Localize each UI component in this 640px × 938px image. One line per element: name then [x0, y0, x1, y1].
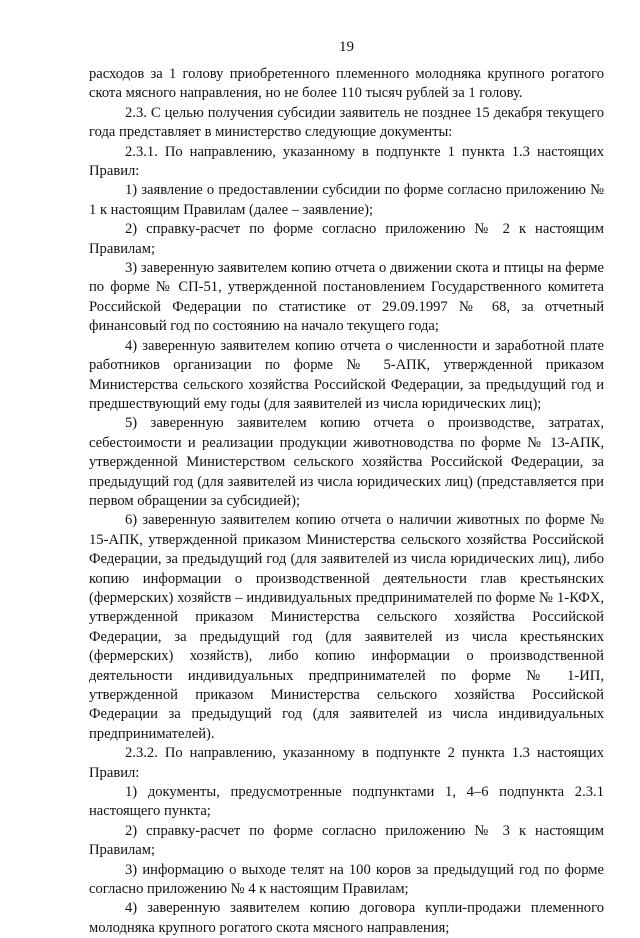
paragraph-p-2-3-1-item-1: 1) заявление о предоставлении субсидии по форме согласно приложению № 1 к настоящим Правилам (далее – заявление);	[89, 182, 604, 218]
page-number: 19	[339, 39, 354, 55]
paragraph-p-2-3-1-item-6: 6) заверенную заявителем копию отчета о наличии животных по форме № 15-АПК, утвержденной приказом Министерства сельского хозяйства Российской Федерации, за предыдущий год (для заявителей из числа юридических лиц), либо копию информации о производственной деятельности глав крестьянских (фермерских) хозяйств – индивидуальных предпринимателей по форме № 1-КФХ, утвержденной приказом Министерства сельского хозяйства Российской Федерации, за предыдущий год (для заявителей из числа крестьянских (фермерских) хозяйств), либо копию информации о производственной деятельности индивидуальных предпринимателей по форме № 1-ИП, утвержденной приказом Министерства сельского хозяйства Российской Федерации за предыдущий год (для заявителей из числа индивидуальных предпринимателей).	[89, 512, 604, 742]
paragraph-p-2-3: 2.3. С целью получения субсидии заявитель не позднее 15 декабря текущего года представляет в министерство следующие документы:	[89, 104, 604, 141]
document-body	[89, 65, 604, 938]
paragraph-p-2-3-2-item-4: 4) заверенную заявителем копию договора купли-продажи племенного молодняка крупного рогатого скота мясного направления;	[89, 900, 604, 936]
paragraph-p-2-3-2-item-1: 1) документы, предусмотренные подпунктами 1, 4–6 подпункта 2.3.1 настоящего пункта;	[89, 784, 604, 820]
paragraph-p-2-3-1-item-2: 2) справку-расчет по форме согласно приложению № 2 к настоящим Правилам;	[89, 221, 604, 257]
paragraph-p-continuation: расходов за 1 голову приобретенного племенного молодняка крупного рогатого скота мясного направления, но не более 110 тысяч рублей за 1 голову.	[89, 66, 604, 102]
paragraph-p-2-3-1-item-3: 3) заверенную заявителем копию отчета о движении скота и птицы на ферме по форме № СП-51, утвержденной постановлением Государственного комитета Российской Федерации по статистике от 29.09.1997 № 68, за отчетный финансовый год по состоянию на начало текущего года;	[89, 260, 604, 335]
paragraph-p-2-3-1-item-5: 5) заверенную заявителем копию отчета о производстве, затратах, себестоимости и реализации продукции животноводства по форме № 13-АПК, утвержденной Министерством сельского хозяйства Российской Федерации, за предыдущий год (для заявителей из числа юридических лиц) (представляется при первом обращении за субсидией);	[89, 415, 604, 509]
paragraph-p-2-3-2: 2.3.2. По направлению, указанному в подпункте 2 пункта 1.3 настоящих Правил:	[89, 745, 604, 781]
paragraph-p-2-3-1-item-4: 4) заверенную заявителем копию отчета о численности и заработной плате работников организации по форме № 5-АПК, утвержденной приказом Министерства сельского хозяйства Российской Федерации, за предыдущий год и предшествующий ему годы (для заявителей из числа юридических лиц);	[89, 337, 604, 412]
paragraph-p-2-3-1: 2.3.1. По направлению, указанному в подпункте 1 пункта 1.3 настоящих Правил:	[89, 143, 604, 180]
paragraph-p-2-3-2-item-2: 2) справку-расчет по форме согласно приложению № 3 к настоящим Правилам;	[89, 822, 604, 859]
paragraph-p-2-3-2-item-3: 3) информацию о выходе телят на 100 коров за предыдущий год по форме согласно приложению № 4 к настоящим Правилам;	[89, 861, 604, 898]
